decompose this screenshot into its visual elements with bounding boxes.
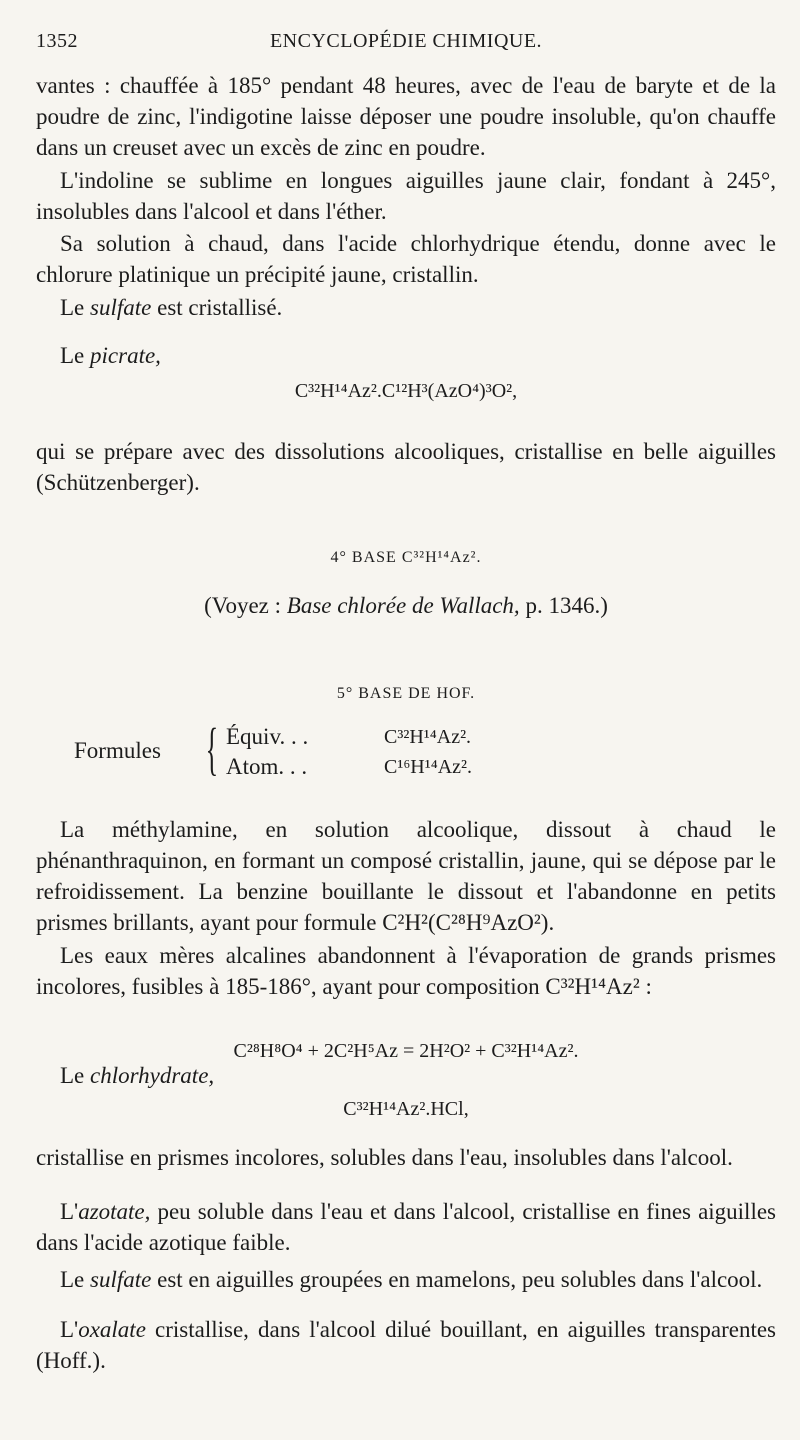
oxalate-prefix: L' [60,1317,79,1342]
sulfate-prefix: Le [60,295,91,320]
document-page [36,0,776,1440]
ref-prefix: (Voyez : [204,593,287,618]
azotate-text: peu soluble dans l'eau et dans l'alcool, cristallise en fines aiguilles dans l'acide azotique faible. [36,1199,776,1255]
sulfate2-prefix: Le [60,1267,91,1292]
azotate-term: azotate, [78,1199,151,1224]
paragraph-picrate-text: qui se prépare avec des dissolutions alcooliques, cristallise en belle aiguilles (Schützenberger). [36,439,776,495]
paragraph-sulfate-2 [36,1264,776,1295]
paragraph-azotate [36,1196,776,1258]
paragraph-indigotine: vantes : chauffée à 185° pendant 48 heures, avec de l'eau de baryte et de la poudre de zinc, l'indigotine laisse déposer une poudre insoluble, qu'on chauffe dans un creuset avec un excès de zinc en poudre. [36,73,776,160]
base4-reference [36,590,776,621]
base4-heading: 4° BASE C³²H¹⁴Az². [330,549,482,566]
chlorhydrate-formula: C³²H¹⁴Az².HCl, [343,1098,469,1120]
page-number: 1352 [36,30,78,52]
paragraph-sulfate [36,292,776,323]
oxalate-text: cristallise, dans l'alcool dilué bouillant, en aiguilles transparentes (Hoff.). [36,1317,776,1373]
page-header [36,30,776,58]
paragraph-picrate-label [36,340,776,371]
formules-label: Formules [74,738,161,763]
paragraph-oxalate [36,1314,776,1376]
paragraph-solution: Sa solution à chaud, dans l'acide chlorhydrique étendu, donne avec le chlorure platinique un précipité jaune, cristallin. [36,231,776,287]
equiv-label: Équiv. . . [226,724,309,749]
sulfate-term: sulfate [90,295,152,320]
sulfate2-term: sulfate [90,1267,152,1292]
oxalate-term: oxalate [78,1317,146,1342]
paragraph-chlorhydrate-label [36,1060,776,1091]
equiv-value: C³²H¹⁴Az². [384,726,472,748]
formules-table [74,716,634,786]
sulfate-suffix: est cristallisé. [151,295,283,320]
azotate-prefix: L' [60,1199,79,1224]
ref-suffix: p. 1346.) [519,593,608,618]
running-title: ENCYCLOPÉDIE CHIMIQUE. [269,30,543,52]
paragraph-indoline: L'indoline se sublime en longues aiguilles jaune clair, fondant à 245°, insolubles dans l'alcool et dans l'éther. [36,168,776,224]
atom-value: C¹⁶H¹⁴Az². [384,756,473,778]
picrate-term: picrate, [90,343,161,368]
chlor-prefix: Le [60,1063,91,1088]
paragraph-chlorhydrate-text: cristallise en prismes incolores, solubles dans l'eau, insolubles dans l'alcool. [36,1145,733,1170]
paragraph-methylamine: La méthylamine, en solution alcoolique, dissout à chaud le phénanthraquinon, en formant un composé cristallin, jaune, qui se dépose par le refroidissement. La benzine bouillante le dissout et l'abandonne en petits prismes brillants, ayant pour formule C²H²(C²⁸H⁹AzO²). [36,817,776,935]
base5-heading: 5° BASE DE HOF. [336,685,476,702]
reaction-equation: C²⁸H⁸O⁴ + 2C²H⁵Az = 2H²O² + C³²H¹⁴Az². [233,1040,579,1062]
sulfate2-text: est en aiguilles groupées en mamelons, peu solubles dans l'alcool. [151,1267,763,1292]
picrate-prefix: Le [60,343,91,368]
brace-symbol: { [205,716,219,781]
chlorhydrate-term: chlorhydrate, [90,1063,215,1088]
ref-title: Base chlorée de Wallach, [286,593,520,618]
picrate-formula: C³²H¹⁴Az².C¹²H³(AzO⁴)³O², [294,380,518,402]
paragraph-eaux-meres: Les eaux mères alcalines abandonnent à l'évaporation de grands prismes incolores, fusibles à 185-186°, ayant pour composition C³²H¹⁴Az² : [36,943,776,999]
atom-label: Atom. . . [226,754,308,779]
